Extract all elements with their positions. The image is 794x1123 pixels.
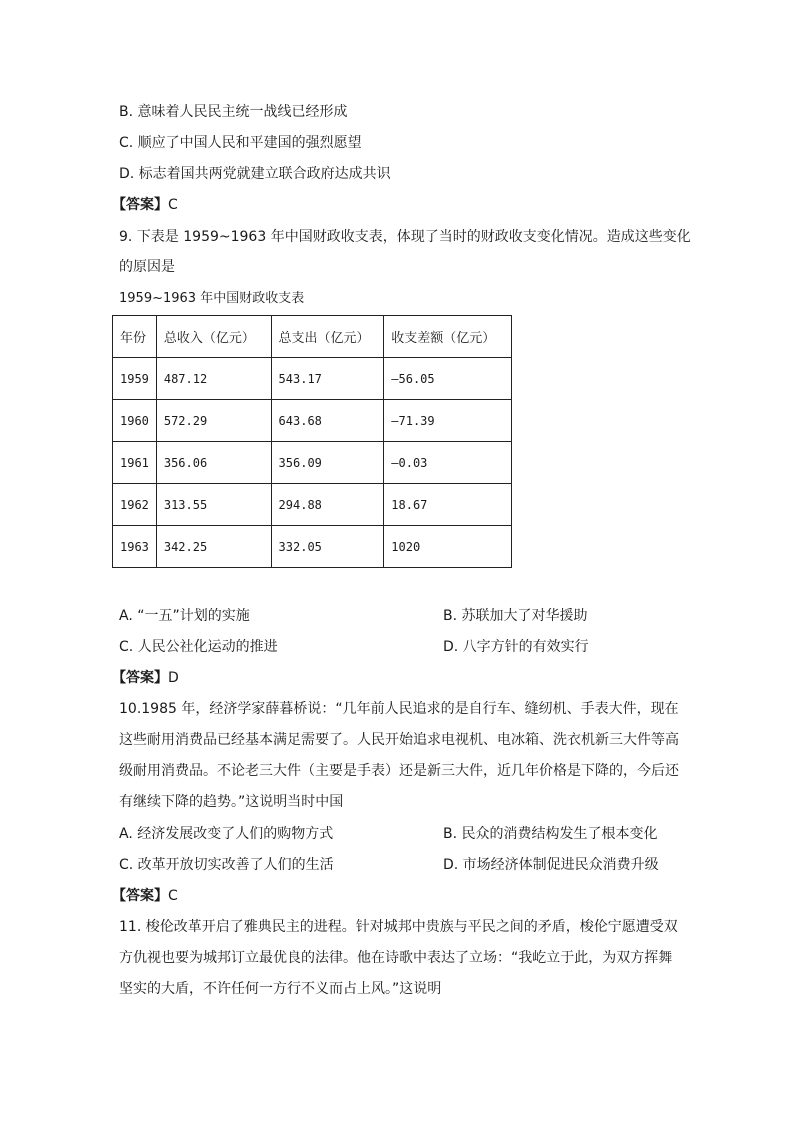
table-cell: 18.67 [384, 484, 512, 526]
answer-tag: 【答案】 [112, 888, 168, 904]
table-cell: 1959 [113, 358, 157, 400]
q9-option-a: A. “一五”计划的实施 [119, 608, 250, 624]
q10-stem-line-1: 10.1985 年，经济学家薛暮桥说：“几年前人民追求的是自行车、缝纫机、手表大件，现在 [119, 701, 679, 717]
finance-table [112, 315, 512, 568]
q8-option-d: D. 标志着国共两党就建立联合政府达成共识 [119, 166, 391, 182]
q9-option-b: B. 苏联加大了对华援助 [443, 608, 588, 624]
answer-tag: 【答案】 [112, 197, 168, 213]
q9-table-title: 1959~1963 年中国财政收支表 [119, 291, 305, 306]
table-cell: 1960 [113, 400, 157, 442]
table-cell: 572.29 [156, 400, 271, 442]
q10-stem-line-3: 级耐用消费品。不论老三大件（主要是手表）还是新三大件，近几年价格是下降的，今后还 [119, 763, 679, 779]
q9-option-c: C. 人民公社化运动的推进 [119, 639, 278, 655]
table-cell: 356.09 [271, 442, 384, 484]
q11-stem-line-1: 11. 梭伦改革开启了雅典民主的进程。针对城邦中贵族与平民之间的矛盾，梭伦宁愿遭受双 [119, 919, 678, 935]
answer-tag: 【答案】 [112, 670, 168, 686]
answer-value: C [168, 888, 178, 904]
q9-answer [112, 668, 179, 688]
q10-option-c: C. 改革开放切实改善了人们的生活 [119, 857, 334, 873]
table-row [113, 400, 512, 442]
table-cell: 1962 [113, 484, 157, 526]
q9-stem-line-2: 的原因是 [119, 259, 175, 275]
q9-stem-line-1: 9. 下表是 1959~1963 年中国财政收支表，体现了当时的财政收支变化情况。造成这些变化 [119, 229, 691, 245]
table-cell: 313.55 [156, 484, 271, 526]
table-cell: —0.03 [384, 442, 512, 484]
table-cell: 1961 [113, 442, 157, 484]
table-cell: 332.05 [271, 526, 384, 568]
table-cell: —71.39 [384, 400, 512, 442]
q8-answer [112, 195, 178, 215]
q9-option-d: D. 八字方针的有效实行 [443, 639, 589, 655]
table-cell: 294.88 [271, 484, 384, 526]
q8-option-b: B. 意味着人民民主统一战线已经形成 [119, 104, 348, 120]
table-row [113, 442, 512, 484]
table-cell: —56.05 [384, 358, 512, 400]
q11-stem-line-2: 方仇视也要为城邦订立最优良的法律。他在诗歌中表达了立场：“我屹立于此，为双方挥舞 [119, 950, 673, 966]
table-header-cell: 总收入（亿元） [156, 316, 271, 358]
table-cell: 356.06 [156, 442, 271, 484]
table-cell: 1963 [113, 526, 157, 568]
table-cell: 543.17 [271, 358, 384, 400]
table-header-cell: 年份 [113, 316, 157, 358]
table-header-cell: 总支出（亿元） [271, 316, 384, 358]
q11-stem-line-3: 坚实的大盾，不许任何一方行不义而占上风。”这说明 [119, 981, 442, 997]
table-row [113, 526, 512, 568]
table-row [113, 484, 512, 526]
table-cell: 1020 [384, 526, 512, 568]
q10-option-b: B. 民众的消费结构发生了根本变化 [443, 826, 658, 842]
table-cell: 487.12 [156, 358, 271, 400]
table-row [113, 358, 512, 400]
table-cell: 643.68 [271, 400, 384, 442]
q10-stem-line-4: 有继续下降的趋势。”这说明当时中国 [119, 794, 344, 810]
answer-value: D [168, 670, 179, 686]
answer-value: C [168, 197, 178, 213]
q10-answer [112, 886, 178, 906]
table-header-row [113, 316, 512, 358]
q8-option-c: C. 顺应了中国人民和平建国的强烈愿望 [119, 135, 362, 151]
table-cell: 342.25 [156, 526, 271, 568]
table-header-cell: 收支差额（亿元） [384, 316, 512, 358]
q10-stem-line-2: 这些耐用消费品已经基本满足需要了。人民开始追求电视机、电冰箱、洗衣机新三大件等高 [119, 732, 679, 748]
q10-option-a: A. 经济发展改变了人们的购物方式 [119, 826, 334, 842]
q10-option-d: D. 市场经济体制促进民众消费升级 [443, 857, 659, 873]
